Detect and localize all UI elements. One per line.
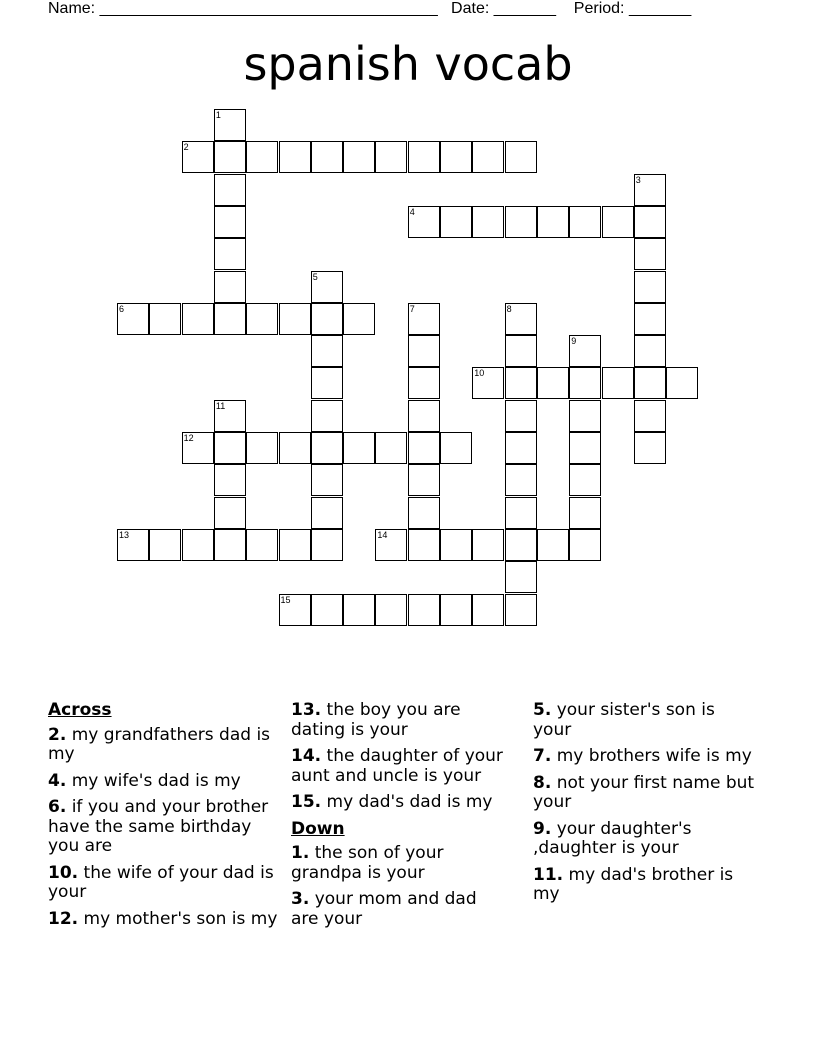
down-heading: Down: [291, 818, 345, 839]
crossword-cell[interactable]: [666, 367, 698, 399]
crossword-cell[interactable]: [311, 432, 343, 464]
clue-number: 6.: [48, 797, 67, 817]
crossword-cell[interactable]: [440, 594, 472, 626]
crossword-cell[interactable]: [311, 141, 343, 173]
crossword-cell[interactable]: [505, 529, 537, 561]
clue-number: 12.: [48, 908, 79, 929]
crossword-cell[interactable]: [246, 529, 278, 561]
crossword-cell[interactable]: [408, 335, 440, 367]
cell-number: 8: [506, 303, 512, 314]
clue-text: your daughter's ,daughter is your: [533, 818, 692, 858]
crossword-cell[interactable]: [343, 432, 375, 464]
clue-across-10: [48, 864, 278, 903]
crossword-cell[interactable]: [634, 367, 666, 399]
clue-text: the daughter of your aunt and uncle is your: [291, 746, 503, 786]
crossword-cell[interactable]: [408, 529, 440, 561]
cell-number: 13: [119, 529, 130, 540]
crossword-cell[interactable]: [569, 206, 601, 238]
crossword-cell[interactable]: [634, 432, 666, 464]
clue-down-5: [533, 701, 755, 740]
clue-text: if you and your brother have the same birthday you are: [48, 797, 269, 856]
crossword-cell[interactable]: [602, 206, 634, 238]
crossword-cell[interactable]: [214, 432, 246, 464]
cell-number: 15: [280, 594, 291, 605]
clue-across-13: [291, 701, 509, 740]
crossword-cell[interactable]: [537, 367, 569, 399]
crossword-cell[interactable]: [214, 206, 246, 238]
clue-across-4: [48, 772, 278, 792]
clue-text: my mother's son is my: [83, 908, 278, 929]
cell-number: 7: [409, 303, 415, 314]
clue-down-3: [291, 890, 509, 929]
crossword-cell[interactable]: [505, 594, 537, 626]
crossword-cell[interactable]: [375, 141, 407, 173]
crossword-cell[interactable]: [634, 303, 666, 335]
cell-number: 12: [183, 433, 194, 443]
clue-column-3: [533, 701, 755, 912]
crossword-cell[interactable]: [214, 464, 246, 496]
crossword-cell[interactable]: [311, 594, 343, 626]
cell-number: 6: [119, 303, 125, 314]
clue-number: 2.: [48, 724, 67, 745]
crossword-cell[interactable]: [246, 303, 278, 335]
crossword-cell[interactable]: [214, 141, 246, 173]
crossword-cell[interactable]: [408, 367, 440, 399]
clue-text: my wife's dad is my: [71, 770, 241, 791]
clue-across-15: [291, 793, 509, 813]
crossword-cell[interactable]: [537, 206, 569, 238]
crossword-cell[interactable]: [505, 335, 537, 367]
crossword-cell[interactable]: [569, 400, 601, 432]
crossword-cell[interactable]: [602, 367, 634, 399]
crossword-cell[interactable]: [311, 529, 343, 561]
clue-number: 7.: [533, 746, 552, 766]
crossword-cell[interactable]: [440, 141, 472, 173]
cell-number: 9: [571, 336, 577, 347]
clue-across-6: [48, 798, 278, 857]
clue-text: the wife of your dad is your: [48, 862, 274, 902]
clue-text: my brothers wife is my: [556, 746, 752, 766]
cell-number: 4: [409, 206, 415, 217]
crossword-cell[interactable]: [472, 594, 504, 626]
crossword-cell[interactable]: [343, 594, 375, 626]
crossword-cell[interactable]: [440, 206, 472, 238]
crossword-cell[interactable]: [311, 367, 343, 399]
crossword-cell[interactable]: [343, 303, 375, 335]
crossword-cell[interactable]: [246, 432, 278, 464]
student-info-line: Name: ______________________________________ Date: _______ Period: _______: [48, 0, 692, 17]
crossword-cell[interactable]: [279, 432, 311, 464]
page-title: spanish vocab: [243, 37, 573, 91]
crossword-cell[interactable]: [375, 432, 407, 464]
clue-text: my grandfathers dad is my: [48, 724, 271, 764]
crossword-cell[interactable]: [634, 206, 666, 238]
crossword-cell[interactable]: [505, 497, 537, 529]
clue-number: 4.: [48, 770, 67, 791]
crossword-cell[interactable]: [569, 432, 601, 464]
clue-text: the boy you are dating is your: [291, 700, 461, 740]
crossword-cell[interactable]: [408, 594, 440, 626]
crossword-cell[interactable]: [505, 432, 537, 464]
clue-down-9: [533, 820, 755, 859]
crossword-cell[interactable]: [440, 529, 472, 561]
crossword-cell[interactable]: [279, 141, 311, 173]
clue-number: 15.: [291, 792, 322, 812]
crossword-cell[interactable]: [505, 367, 537, 399]
clue-number: 5.: [533, 700, 552, 720]
cell-number: 1: [215, 110, 221, 120]
crossword-cell[interactable]: [472, 529, 504, 561]
cell-number: 11: [215, 400, 226, 411]
crossword-cell[interactable]: [569, 464, 601, 496]
crossword-cell[interactable]: [569, 367, 601, 399]
crossword-cell[interactable]: [375, 594, 407, 626]
crossword-cell[interactable]: [279, 529, 311, 561]
crossword-cell[interactable]: [634, 238, 666, 270]
clue-text: my dad's brother is my: [533, 864, 734, 904]
crossword-cell[interactable]: [182, 529, 214, 561]
crossword-cell[interactable]: [214, 271, 246, 303]
cell-number: 2: [183, 142, 189, 153]
crossword-cell[interactable]: [149, 529, 181, 561]
crossword-cell[interactable]: [279, 303, 311, 335]
crossword-cell[interactable]: [311, 497, 343, 529]
crossword-cell[interactable]: [311, 335, 343, 367]
clue-number: 8.: [533, 772, 552, 793]
crossword-cell[interactable]: [311, 464, 343, 496]
clue-column-2: [291, 701, 509, 936]
crossword-cell[interactable]: [214, 529, 246, 561]
crossword-cell[interactable]: [182, 303, 214, 335]
crossword-cell[interactable]: [634, 400, 666, 432]
clue-number: 13.: [291, 700, 322, 720]
crossword-cell[interactable]: [505, 400, 537, 432]
crossword-cell[interactable]: [408, 432, 440, 464]
clue-number: 9.: [533, 818, 552, 839]
crossword-cell[interactable]: [149, 303, 181, 335]
clue-column-1: [48, 701, 278, 936]
crossword-cell[interactable]: [214, 174, 246, 206]
clue-text: your mom and dad are your: [291, 889, 477, 929]
crossword-cell[interactable]: [472, 206, 504, 238]
clue-across-2: [48, 726, 278, 765]
cell-number: 3: [635, 174, 641, 185]
crossword-cell[interactable]: [472, 141, 504, 173]
crossword-cell[interactable]: [214, 303, 246, 335]
clue-down-11: [533, 866, 755, 905]
clue-across-14: [291, 747, 509, 786]
cell-number: 10: [474, 368, 485, 379]
cell-number: 5: [312, 271, 318, 282]
crossword-cell[interactable]: [537, 529, 569, 561]
crossword-cell[interactable]: [214, 238, 246, 270]
clue-down-7: [533, 747, 755, 767]
crossword-cell[interactable]: [343, 141, 375, 173]
crossword-cell[interactable]: [634, 335, 666, 367]
crossword-cell[interactable]: [569, 497, 601, 529]
crossword-cell[interactable]: [408, 464, 440, 496]
crossword-cell[interactable]: [505, 141, 537, 173]
across-heading: Across: [48, 700, 112, 720]
crossword-cell[interactable]: [569, 529, 601, 561]
clue-number: 3.: [291, 889, 310, 909]
crossword-cell[interactable]: [214, 497, 246, 529]
crossword-cell[interactable]: [505, 206, 537, 238]
crossword-cell[interactable]: [505, 561, 537, 593]
crossword-cell[interactable]: [408, 400, 440, 432]
crossword-cell[interactable]: [408, 141, 440, 173]
crossword-cell[interactable]: [440, 432, 472, 464]
crossword-cell[interactable]: [311, 303, 343, 335]
crossword-cell[interactable]: [634, 271, 666, 303]
clue-text: your sister's son is your: [533, 700, 715, 740]
clue-text: the son of your grandpa is your: [291, 843, 444, 883]
clue-number: 1.: [291, 843, 310, 863]
crossword-cell[interactable]: [408, 497, 440, 529]
clue-text: not your first name but your: [533, 772, 755, 812]
clue-number: 11.: [533, 864, 564, 885]
crossword-cell[interactable]: [311, 400, 343, 432]
cell-number: 14: [377, 529, 388, 540]
clue-text: my dad's dad is my: [326, 792, 493, 812]
clue-number: 10.: [48, 862, 79, 883]
clue-across-12: [48, 910, 278, 930]
clue-number: 14.: [291, 746, 322, 766]
clue-down-1: [291, 844, 509, 883]
crossword-cell[interactable]: [505, 464, 537, 496]
clue-down-8: [533, 774, 755, 813]
crossword-cell[interactable]: [246, 141, 278, 173]
